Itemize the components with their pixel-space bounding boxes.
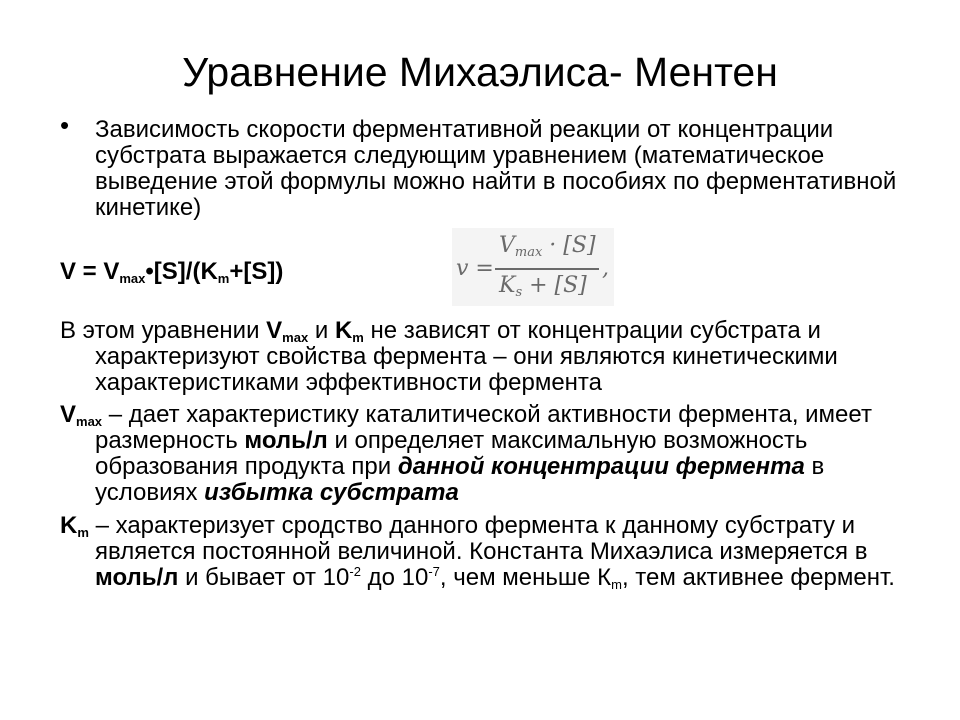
text: – характеризует сродство данного фермента к данному субстрату и является постоянной величиной. Константа Михаэлиса измеряется в: [88, 512, 868, 565]
paragraph-km: [60, 513, 920, 591]
formula-subscript: m: [217, 271, 230, 286]
formula-image-numerator: [499, 234, 596, 258]
exponent: -7: [428, 564, 440, 579]
vmax-subscript: max: [76, 414, 103, 429]
formula-image-num-rest: · [S]: [542, 233, 596, 258]
unit-mol-l: моль/л: [95, 564, 179, 591]
text: , тем активнее фермент.: [621, 564, 895, 591]
formula-subscript: max: [119, 271, 146, 286]
formula-image-v: V: [499, 233, 515, 258]
formula-part: +[S]): [229, 258, 284, 285]
exponent: -2: [349, 564, 361, 579]
text: до 10: [360, 564, 429, 591]
vmax-symbol: V: [266, 317, 283, 344]
unit-mol-l: моль/л: [244, 427, 328, 454]
text: не зависят от концентрации субстрата и характеризуют свойства фермента – они являются кинетическими характеристиками эффективности фермента: [95, 317, 838, 396]
bullet-text: Зависимость скорости ферментативной реакции от концентрации субстрата выражается следующим уравнением (математическое выведение этой формулы можно найти в пособиях по ферментативной кинетике): [95, 116, 897, 221]
formula-part: •[S]/(K: [145, 258, 218, 285]
formula-image: [452, 228, 614, 306]
km-symbol: K: [60, 512, 78, 539]
text: в условиях: [95, 453, 825, 506]
paragraph-vmax: [60, 402, 920, 506]
formula-image-comma: ,: [602, 256, 609, 281]
formula-image-k: K: [499, 273, 516, 298]
text: – дает характеристику каталитической активности фермента, имеет размерность: [95, 401, 872, 454]
formula-text: [60, 258, 283, 286]
slide-title: Уравнение Михаэлиса- Ментен: [182, 49, 778, 95]
bullet-marker: •: [60, 110, 70, 140]
km-subscript: m: [611, 577, 622, 592]
text: и определяет максимальную возможность образования продукта при: [95, 427, 808, 480]
text: и: [308, 317, 335, 344]
emphasis-substrate-excess: избытка субстрата: [204, 479, 459, 506]
km-subscript: m: [77, 525, 89, 540]
vmax-symbol: V: [60, 401, 77, 428]
text: В этом уравнении: [60, 317, 267, 344]
km-subscript: m: [352, 330, 364, 345]
text: , чем меньше К: [439, 564, 612, 591]
formula-image-fraction-bar: [495, 268, 599, 270]
emphasis-enzyme-concentration: данной концентрации фермента: [397, 453, 805, 480]
formula-part: V = V: [60, 258, 120, 285]
vmax-subscript: max: [282, 330, 309, 345]
formula-image-sub: s: [515, 285, 523, 300]
formula-image-lhs: v =: [456, 256, 494, 281]
text: и бывает от 10: [178, 564, 350, 591]
formula-image-den-rest: + [S]: [522, 273, 587, 298]
paragraph-constants: [60, 318, 920, 396]
formula-image-denominator: [499, 274, 587, 298]
km-symbol: K: [334, 317, 353, 344]
formula-image-sub: max: [514, 245, 543, 260]
